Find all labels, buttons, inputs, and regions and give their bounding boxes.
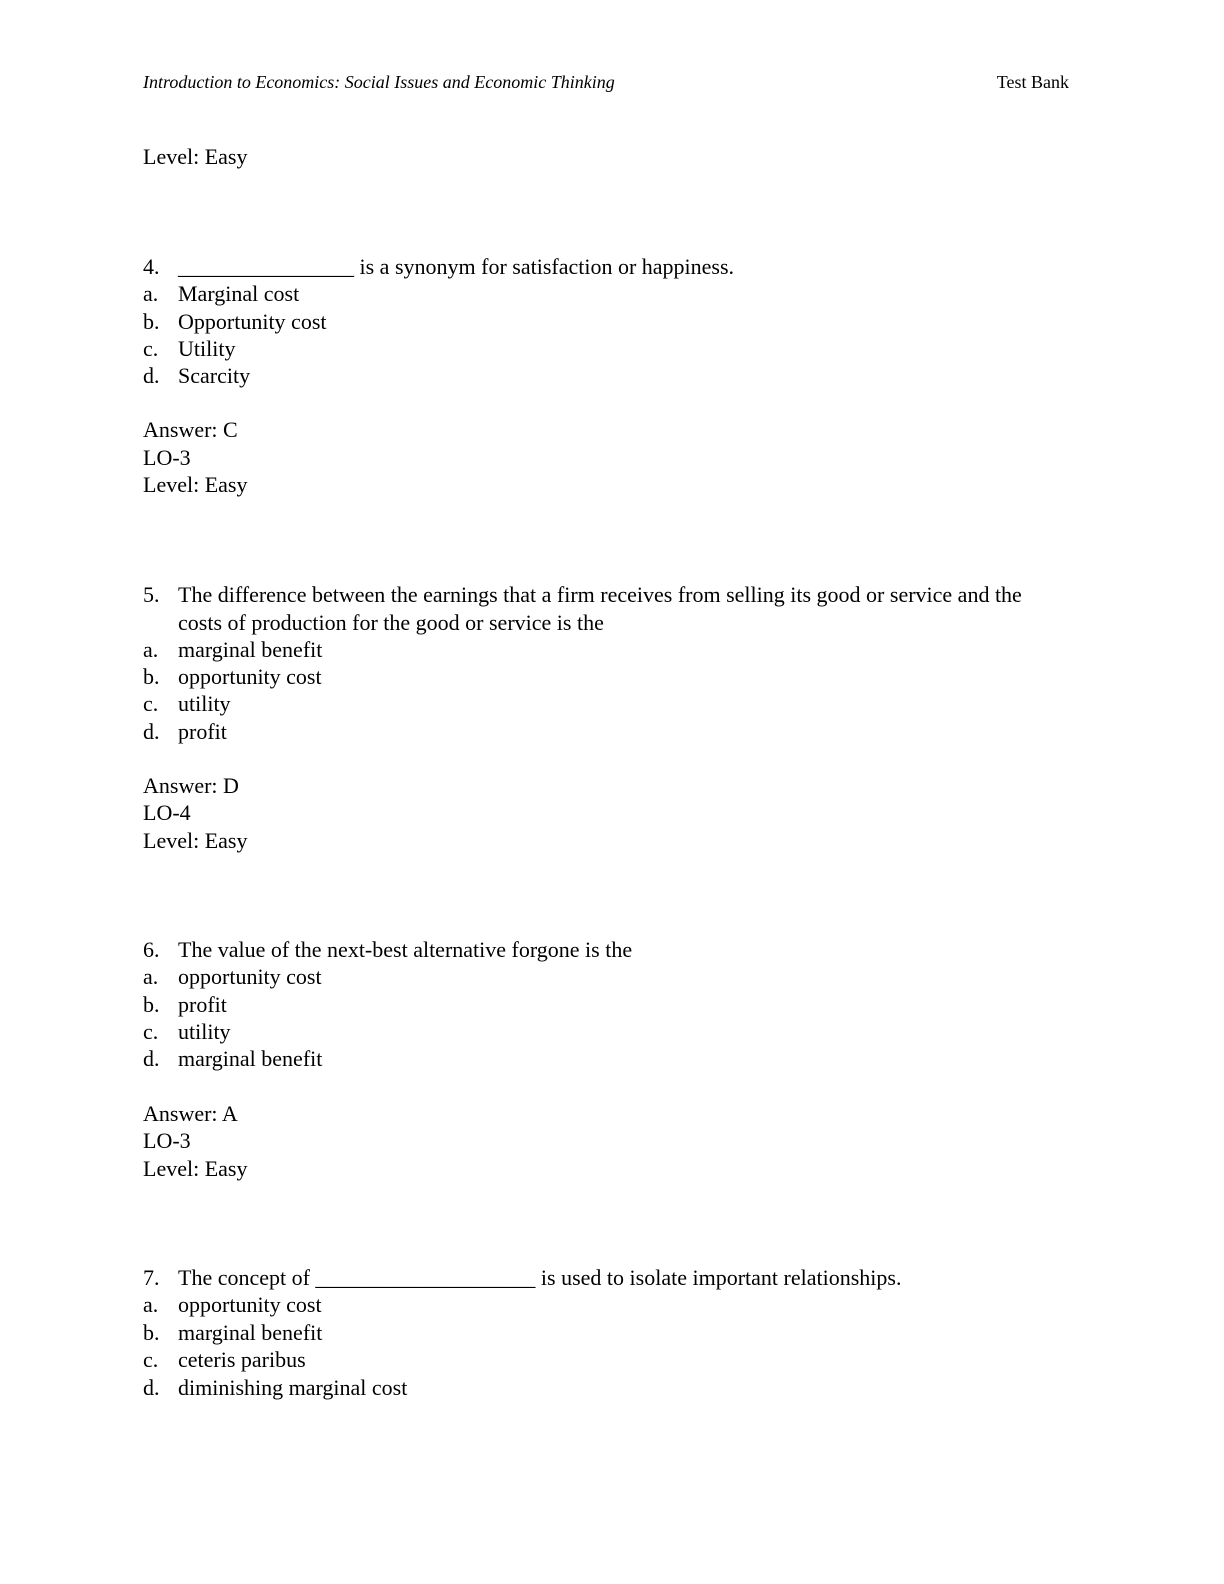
option-letter: c. (143, 691, 159, 716)
option-letter: c. (143, 336, 159, 361)
question-number: 6. (143, 937, 160, 962)
option-text: marginal benefit (178, 637, 323, 662)
header-right-label: Test Bank (996, 72, 1069, 92)
option-text: Utility (178, 336, 236, 361)
option-letter: b. (143, 664, 160, 689)
page-header (143, 72, 1069, 96)
difficulty-level: Level: Easy (143, 472, 248, 497)
answer-key: Answer: C (143, 417, 238, 442)
option-text: utility (178, 691, 231, 716)
option-letter: c. (143, 1019, 159, 1044)
question-text: The difference between the earnings that a firm receives from selling its good or service and the costs of production for the good or service is the (178, 582, 1022, 635)
option-text: utility (178, 1019, 231, 1044)
option-text: marginal benefit (178, 1320, 323, 1345)
question-number: 7. (143, 1265, 160, 1290)
option-text: opportunity cost (178, 1292, 322, 1317)
question-text: ________________ is a synonym for satisfaction or happiness. (178, 254, 735, 279)
option-letter: a. (143, 281, 159, 306)
learning-objective: LO-3 (143, 445, 191, 470)
option-letter: b. (143, 992, 160, 1017)
option-letter: b. (143, 309, 160, 334)
option-letter: a. (143, 964, 159, 989)
difficulty-level: Level: Easy (143, 828, 248, 853)
option-letter: b. (143, 1320, 160, 1345)
question-number: 5. (143, 582, 160, 607)
option-text: profit (178, 719, 227, 744)
option-text: diminishing marginal cost (178, 1375, 408, 1400)
option-text: Scarcity (178, 363, 251, 388)
answer-key: Answer: A (143, 1101, 238, 1126)
option-text: opportunity cost (178, 964, 322, 989)
question-text: The concept of ____________________ is used to isolate important relationships. (178, 1265, 902, 1290)
difficulty-level: Level: Easy (143, 1156, 248, 1181)
header-title: Introduction to Economics: Social Issues and Economic Thinking (143, 72, 615, 92)
option-text: marginal benefit (178, 1046, 323, 1071)
option-text: ceteris paribus (178, 1347, 306, 1372)
option-text: profit (178, 992, 227, 1017)
option-letter: c. (143, 1347, 159, 1372)
learning-objective: LO-3 (143, 1128, 191, 1153)
option-letter: d. (143, 363, 160, 388)
question-number: 4. (143, 254, 160, 279)
option-letter: d. (143, 1375, 160, 1400)
option-text: Opportunity cost (178, 309, 327, 334)
question-text: The value of the next-best alternative forgone is the (178, 937, 633, 962)
option-letter: a. (143, 1292, 159, 1317)
option-letter: a. (143, 637, 159, 662)
learning-objective: LO-4 (143, 800, 191, 825)
option-text: opportunity cost (178, 664, 322, 689)
answer-key: Answer: D (143, 773, 239, 798)
question-stem (143, 581, 1069, 637)
option-letter: d. (143, 1046, 160, 1071)
option-text: Marginal cost (178, 281, 300, 306)
level-label: Level: Easy (143, 144, 248, 169)
option-letter: d. (143, 719, 160, 744)
